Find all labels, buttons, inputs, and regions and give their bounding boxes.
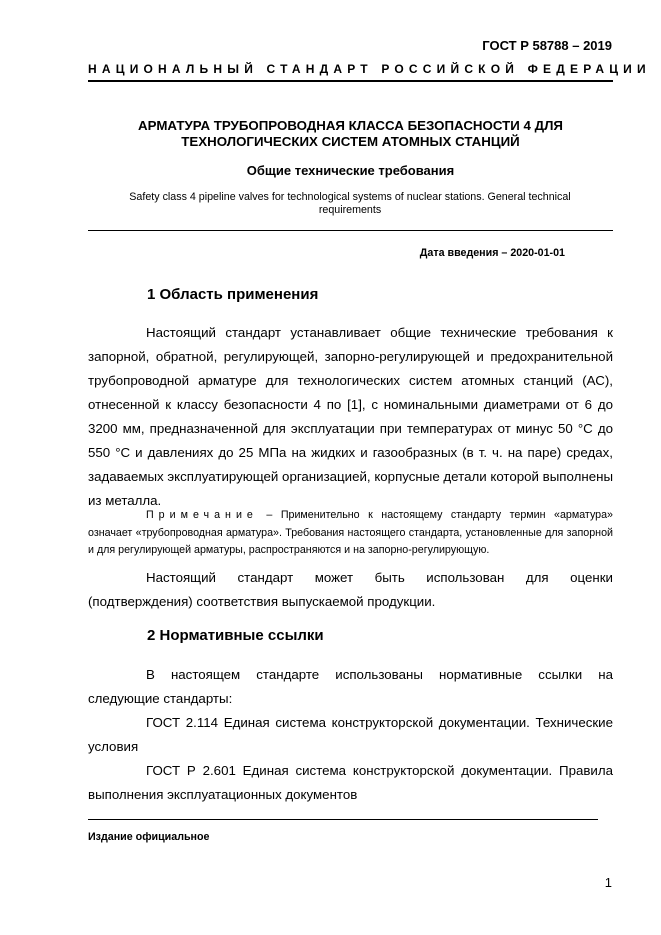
section-1-note	[88, 507, 613, 560]
page-number: 1	[604, 875, 612, 890]
reference-gost-r-2-601-text: ГОСТ Р 2.601 Единая система конструкторской документации. Правила выполнения эксплуатационных документов	[88, 763, 613, 802]
section-1-paragraph-1	[88, 321, 613, 513]
document-title	[88, 118, 613, 150]
official-edition-label: Издание официальное	[88, 831, 210, 843]
section-1-paragraph-2-text: Настоящий стандарт может быть использован для оценки (подтверждения) соответствия выпускаемой продукции.	[88, 570, 613, 609]
top-rule	[88, 80, 613, 82]
introduction-date: Дата введения – 2020-01-01	[419, 247, 565, 259]
footer-rule	[88, 819, 598, 820]
section-2-paragraph-1	[88, 663, 613, 711]
section-1-paragraph-2	[88, 566, 613, 614]
title-rule	[88, 230, 613, 231]
standard-number: ГОСТ Р 58788 – 2019	[482, 38, 612, 53]
document-subtitle: Общие технические требования	[246, 163, 455, 178]
reference-gost-2-114	[88, 711, 613, 759]
reference-gost-2-114-text: ГОСТ 2.114 Единая система конструкторской документации. Технические условия	[88, 715, 613, 754]
section-2-paragraph-1-text: В настоящем стандарте использованы нормативные ссылки на следующие стандарты:	[88, 667, 613, 706]
section-1-heading: 1 Область применения	[147, 286, 319, 303]
note-label: Примечание	[146, 509, 258, 521]
english-title: Safety class 4 pipeline valves for technological systems of nuclear stations. General technical requirements	[129, 191, 571, 216]
section-2-heading: 2 Нормативные ссылки	[147, 627, 324, 644]
reference-gost-r-2-601	[88, 759, 613, 807]
section-1-paragraph-1-text: Настоящий стандарт устанавливает общие технические требования к запорной, обратной, регулирующей, запорно-регулирующей и предохранительной трубопроводной арматуре для технологических систем атомных станций (АС), отнесенной к классу безопасности 4 по [1], с номинальными диаметрами от 6 до 3200 мм, предназначенной для эксплуатации при температурах от минус 50 °С до 550 °С и давлениях до 25 МПа на жидких и газообразных (в т. ч. на паре) средах, задаваемых эксплуатирующей организацией, корпусные детали которой выполнены из металла.	[88, 325, 613, 508]
title-line-1: АРМАТУРА ТРУБОПРОВОДНАЯ КЛАССА БЕЗОПАСНОСТИ 4 ДЛЯ	[138, 118, 563, 133]
note-text: – Применительно к настоящему стандарту термин «арматура» означает «трубопроводная арматура». Требования настоящего стандарта, установленные для запорной и для регулирующей арматуры, распространяются и на запорно-регулирующую.	[88, 509, 613, 556]
title-line-2: ТЕХНОЛОГИЧЕСКИХ СИСТЕМ АТОМНЫХ СТАНЦИЙ	[181, 134, 520, 149]
national-standard-line: НАЦИОНАЛЬНЫЙ СТАНДАРТ РОССИЙСКОЙ ФЕДЕРАЦИИ	[88, 62, 651, 76]
